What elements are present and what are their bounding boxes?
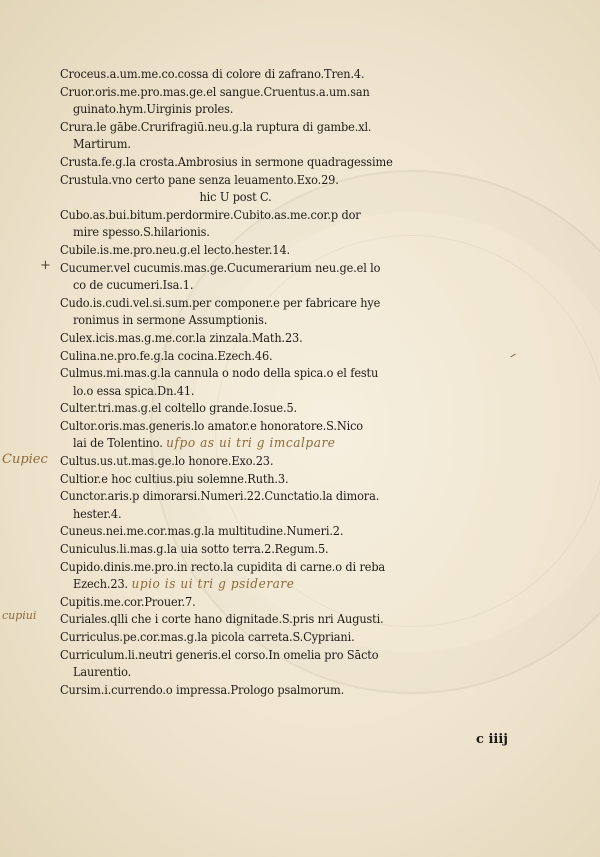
entry-text: lai de Tolentino. [73, 436, 163, 451]
dictionary-entry-line [60, 611, 497, 629]
dictionary-entry-line [60, 295, 497, 313]
entry-text: guinato.hym.Uirginis proles. [73, 102, 234, 117]
dictionary-entry-line [60, 383, 497, 401]
entry-text: Croceus.a.um.me.co.cossa di colore di zafrano.Tren.4. [60, 67, 365, 81]
dictionary-entry-line [60, 224, 497, 242]
dictionary-entry-line [60, 119, 497, 137]
dictionary-entry-line [60, 348, 497, 366]
dictionary-entry-line [60, 647, 497, 665]
entry-text: Cupido.dinis.me.pro.in recto.la cupidita di carne.o di reba [60, 559, 386, 574]
entry-text: Curiales.qlli che i corte hano dignitade.S.pris nri Augusti. [60, 612, 384, 627]
entry-text: Curriculum.li.neutri generis.el corso.In omelia pro Sācto [60, 647, 379, 662]
handwritten-annotation: upio is ui tri g psiderare [131, 577, 295, 593]
dictionary-entry-line [60, 84, 497, 102]
entry-text: Cultor.oris.mas.generis.lo amator.e honoratore.S.Nico [60, 418, 363, 433]
entry-text: Cucumer.vel cucumis.mas.ge.Cucumerarium neu.ge.el lo [60, 260, 381, 275]
dictionary-entry-line [60, 312, 497, 330]
entry-text: lo.o essa spica.Dn.41. [73, 383, 195, 398]
entry-text: Cuniculus.li.mas.g.la uia sotto terra.2.Regum.5. [60, 542, 329, 557]
entry-text: Cupitis.me.cor.Prouer.7. [60, 594, 196, 609]
dictionary-entry-line [60, 260, 497, 278]
margin-note-left-2: cupiui [2, 609, 37, 622]
entry-text: Culter.tri.mas.g.el coltello grande.Iosue.5. [60, 401, 298, 416]
entry-text: Cubo.as.bui.bitum.perdormire.Cubito.as.me.cor.p dor [60, 207, 361, 222]
dictionary-entry-line [60, 400, 497, 418]
dictionary-entry-line [60, 664, 497, 682]
dictionary-entry-line [60, 330, 497, 348]
entry-text: Martirum. [73, 137, 131, 152]
dictionary-entry-line [60, 154, 497, 172]
entry-text: Cultior.e hoc cultius.piu solemne.Ruth.3. [60, 471, 289, 486]
entry-text: Cubile.is.me.pro.neu.g.el lecto.hester.14. [60, 242, 291, 257]
dictionary-entry-line [60, 682, 497, 700]
dictionary-entry-line [60, 559, 497, 577]
dictionary-entry-line [60, 506, 497, 524]
marginal-plus-mark: + [40, 258, 51, 273]
dictionary-entry-line [60, 576, 497, 594]
entry-text: Cursim.i.currendo.o impressa.Prologo psalmorum. [60, 682, 345, 697]
dictionary-entry-line [60, 207, 497, 225]
entry-text: Cunctor.aris.p dimorarsi.Numeri.22.Cunctatio.la dimora. [60, 489, 380, 504]
entry-text: Cudo.is.cudi.vel.si.sum.per componer.e per fabricare hye [60, 295, 381, 310]
entry-text: Cuneus.nei.me.cor.mas.g.la multitudine.Numeri.2. [60, 524, 344, 539]
dictionary-entry-line [60, 136, 497, 154]
entry-text: Laurentio. [73, 665, 132, 680]
dictionary-entry-line [60, 471, 497, 489]
entry-text: co de cucumeri.Isa.1. [73, 278, 194, 293]
signature-mark: c iiij [476, 732, 508, 747]
entry-text: mire spesso.S.hilarionis. [73, 225, 210, 240]
dictionary-entry-line [60, 66, 497, 84]
dictionary-entry-line [60, 172, 497, 190]
dictionary-entry-line [60, 435, 497, 453]
entry-text: Culmus.mi.mas.g.la cannula o nodo della spica.o el festu [60, 366, 379, 381]
entry-text: Curriculus.pe.cor.mas.g.la picola carreta.S.Cypriani. [60, 630, 355, 644]
dictionary-entry-line [60, 453, 497, 471]
dictionary-entry-line [60, 488, 497, 506]
entry-text: ronimus in sermone Assumptionis. [73, 313, 268, 328]
entry-text: hester.4. [73, 506, 122, 521]
entry-text: Culina.ne.pro.fe.g.la cocina.Ezech.46. [60, 348, 273, 363]
dictionary-entry-line [60, 541, 497, 559]
dictionary-entry-line [60, 277, 497, 295]
entry-text: Ezech.23. [73, 577, 129, 592]
dictionary-entry-line [60, 101, 497, 119]
dictionary-entry-line [60, 594, 497, 612]
entry-text: Cruor.oris.me.pro.mas.ge.el sangue.Cruentus.a.um.san [60, 84, 370, 99]
dictionary-entry-line [60, 418, 497, 436]
entry-text: Cultus.us.ut.mas.ge.lo honore.Exo.23. [60, 454, 274, 469]
entry-text: Crura.le gābe.Crurifragiū.neu.g.la ruptura di gambe.xl. [60, 119, 372, 134]
margin-note-left-1: Cupiec [2, 452, 48, 467]
entry-text: hic U post C. [199, 190, 272, 205]
dictionary-entry-line [60, 189, 497, 207]
entry-text: Culex.icis.mas.g.me.cor.la zinzala.Math.23. [60, 330, 303, 345]
entry-text: Crusta.fe.g.la crosta.Ambrosius in sermone quadragessime [60, 154, 393, 169]
dictionary-entry-line [60, 365, 497, 383]
handwritten-annotation: ufpo as ui tri g imcalpare [166, 436, 336, 452]
entry-text: Crustula.vno certo pane senza leuamento.Exo.29. [60, 172, 339, 187]
dictionary-entry-line [60, 242, 497, 260]
dictionary-entry-line [60, 523, 497, 541]
dictionary-entry-line [60, 629, 497, 647]
dictionary-entry-list [60, 66, 530, 699]
